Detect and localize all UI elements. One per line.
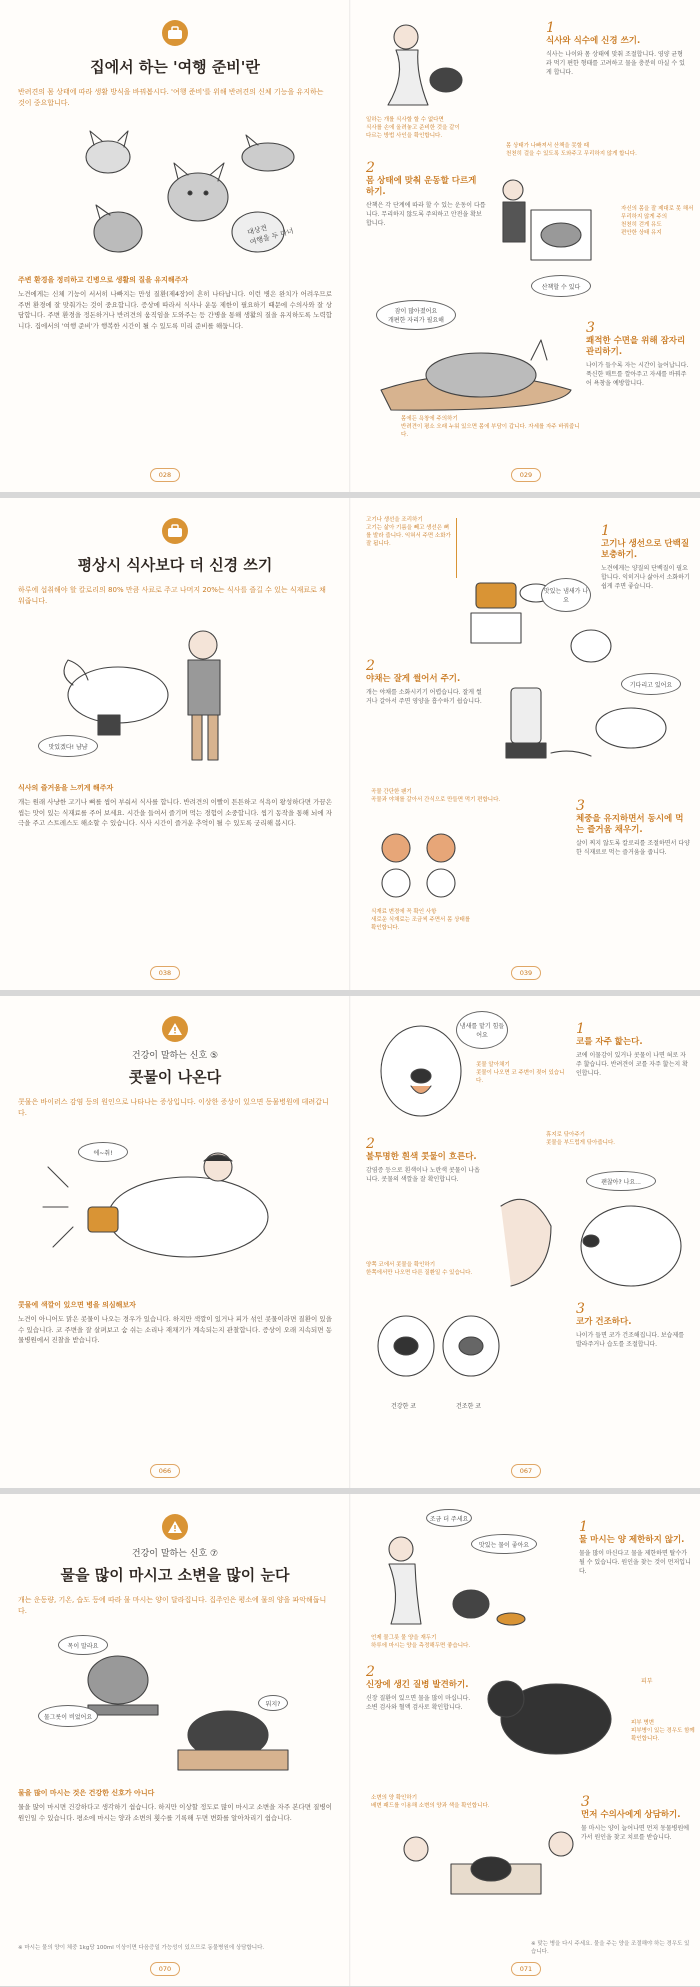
section-subhead: 주변 환경을 정리하고 긴병으로 생활의 질을 유지해주자 (18, 276, 189, 284)
s1-note: 고기나 생선을 조리하기 고기는 삶아 기름을 빼고 생선은 뼈를 발라 줍니다. 익혀서 주면 소화가 잘 됩니다. (366, 517, 451, 547)
spread-2 (0, 498, 700, 990)
step-text: 나이가 들수록 자는 시간이 늘어납니다. 푹신한 매트를 깔아주고 자세를 바꿔주어 욕창을 예방합니다. (586, 362, 689, 387)
section-subhead: 식사의 즐거움을 느끼게 해주자 (18, 784, 114, 792)
spread-3 (0, 996, 700, 1488)
speech-bubble: 에~취! (78, 1142, 128, 1162)
step-heading: 몸 상태에 맞춰 운동할 다르게 하기. (366, 176, 477, 197)
label-healthy: 건강한 코 (391, 1403, 417, 1410)
page-title: 평상시 식사보다 더 신경 쓰기 (77, 556, 273, 574)
step-heading: 먼저 수의사에게 상담하기. (581, 1810, 681, 1820)
dog-sign: 대상견 여행을 두 다녀 (246, 223, 295, 247)
s2-bubble: 기다리고 있어요 (621, 673, 681, 695)
page-number: 028 (150, 468, 180, 482)
page-number: 029 (511, 468, 541, 482)
right-page (351, 996, 700, 1488)
feeding-illustration (18, 615, 332, 775)
s1-illustration (456, 573, 556, 648)
step-number: 1 (579, 1519, 588, 1535)
step-heading: 체중을 유지하면서 동시에 먹는 즐거움 채우기. (576, 814, 684, 835)
step-text: 나이가 들면 코가 건조해집니다. 보습제를 발라주거나 습도를 조절합니다. (576, 1332, 685, 1348)
warning-icon (167, 1022, 183, 1036)
drinking-illustration (18, 1625, 332, 1780)
step-heading: 코가 건조하다. (576, 1317, 632, 1327)
step-heading: 고기나 생선으로 단백질 보충하기. (601, 539, 690, 560)
s2-illustration (491, 1186, 691, 1296)
step-number: 2 (366, 658, 375, 674)
body-text: 노견에게는 신체 기능이 서서히 나빠지는 만성 질환(제4장)이 흔히 나타납니다. 이런 병은 완치가 어려우므로 주변 환경에 잘 맞춰가는 것이 중요합니다. 증상에 따라서 식사나 운동 제한이 필요하기 때문에 수의사와 잘 상담합니다. 주변 환경을 정돈하거나 반려견의 움직임을 도와주는 등 간병을 통해 생활의 질을 유지하도록 노력합니다. 집에서의 '여행 준비'가 행복한 시간이 될 수 있도록 미리 준비를 해둡니다. (18, 290, 332, 330)
bubble-1: 조금 더 주세요 (426, 1509, 472, 1527)
s3-note: 몸에든 욕창에 주의하기 반려견이 평소 오래 누워 있으면 몸에 부담이 갑니다. 자세를 자주 바꿔줍니다. (401, 416, 580, 438)
s3-illustration (391, 1824, 591, 1904)
s2-label: 피부 (641, 1678, 653, 1685)
bubble-3: 뭐지? (258, 1695, 288, 1711)
label-dry: 건조한 코 (456, 1403, 482, 1410)
section-3 (586, 320, 691, 388)
intro-text: 개는 운동량, 기온, 습도 등에 따라 물 마시는 양이 달라집니다. 집주인은 평소에 물의 양을 파악해둡니다. (18, 1596, 327, 1615)
right-page (351, 1494, 700, 1986)
step-number: 2 (366, 160, 375, 176)
s2-note: 휴지로 닦아주기 콧물을 부드럽게 닦아줍니다. (546, 1132, 616, 1146)
category-badge (162, 518, 188, 544)
page-number: 071 (511, 1962, 541, 1976)
step-text: 물을 많이 마신다고 물을 제한하면 탈수가 될 수 있습니다. 원인을 찾는 것이 먼저입니다. (579, 1550, 691, 1575)
warning-icon (167, 1520, 183, 1534)
left-page (0, 0, 350, 492)
step-heading: 식사와 식수에 신경 쓰기. (546, 36, 641, 46)
bubble-2: 물그릇이 비었어요 (38, 1705, 98, 1727)
s2-bubble: 괜찮아? 나요... (586, 1171, 656, 1191)
s3-note: 식재료 변경에 꼭 확인 사항 새로운 식재료는 조금씩 주면서 몸 상태를 확인합니다. (371, 909, 471, 931)
step-number: 3 (576, 798, 585, 814)
step-heading: 쾌적한 수면을 위해 잠자리 관리하기. (586, 336, 686, 357)
s2-note: 피부 병변 피부병이 있는 경우도 함께 확인합니다. (631, 1720, 695, 1742)
dog-illustration (561, 618, 621, 668)
step-text: 감염증 등으로 흰색이나 노란색 콧물이 나옵니다. 콧물의 색깔을 잘 확인합니다. (366, 1167, 480, 1183)
page-title: 물을 많이 마시고 소변을 많이 눈다 (60, 1566, 290, 1584)
section-1 (576, 1021, 691, 1078)
s1-note: 콧물 알아채기 콧물이 나오면 코 주변이 젖어 있습니다. (476, 1062, 565, 1084)
step-text: 코에 이물감이 있거나 콧물이 나면 혀로 자주 핥습니다. 반려견이 코를 자주 핥는지 확인합니다. (576, 1052, 688, 1077)
step-number: 3 (586, 320, 595, 336)
step-text: 살이 찌지 않도록 칼로리를 조절하면서 다양한 식재료로 먹는 즐거움을 줍니다. (576, 840, 690, 856)
bubble-1: 목이 말라요 (58, 1635, 108, 1655)
step-number: 3 (581, 1794, 590, 1810)
page-number: 039 (511, 966, 541, 980)
left-page (0, 996, 350, 1488)
signal-label: 건강이 말하는 신호 ⑤ (131, 1051, 219, 1061)
category-badge (162, 20, 188, 46)
s3-illustration (371, 828, 481, 903)
page-number: 070 (150, 1962, 180, 1976)
step-number: 2 (366, 1136, 375, 1152)
step-heading: 불투명한 흰색 콧물이 흐른다. (366, 1152, 477, 1162)
section-1 (601, 523, 693, 591)
left-page (0, 1494, 350, 1986)
section-subhead: 물을 많이 마시는 것은 건강한 신호가 아니다 (18, 1789, 155, 1797)
step-text: 신장 질환이 있으면 물을 많이 마십니다. 소변 검사와 혈액 검사로 확인합니다. (366, 1695, 471, 1711)
s3-bubble: 잠이 많아졌어요 개편한 자리가 필요해 (376, 300, 456, 330)
s1-illustration (366, 15, 476, 115)
category-badge (162, 1514, 188, 1540)
step-number: 3 (576, 1301, 585, 1317)
s1-note: 언제 물그릇 물 양을 재두기 하루에 마시는 양을 측정해두면 좋습니다. (371, 1635, 471, 1649)
step-text: 물 마시는 양이 늘어나면 먼저 동물병원에 가서 원인을 찾고 치료를 받습니다. (581, 1825, 690, 1841)
spread-4 (0, 1494, 700, 1986)
step-heading: 야채는 잘게 썰어서 주기. (366, 674, 461, 684)
s2-illustration (481, 1669, 631, 1769)
step-number: 2 (366, 1664, 375, 1680)
body-text: 물을 많이 마시면 건강하다고 생각하기 쉽습니다. 하지만 이상할 정도로 많이 마시고 소변을 자주 본다면 질병이 원인일 수 있습니다. 평소에 마시는 양과 소변의 횟수를 기록해 두면 변화를 알아차리기 쉽습니다. (18, 1803, 332, 1822)
right-page (351, 498, 700, 990)
section-3 (576, 1301, 691, 1349)
s2-note: 곡물 간단한 팬기 곡물과 야채를 갈아서 간식으로 만들면 먹기 편합니다. (371, 789, 501, 803)
page-number: 067 (511, 1464, 541, 1478)
section-2 (366, 1136, 481, 1184)
bubble-2: 맛있는 물이 좋아요 (471, 1534, 537, 1554)
s1-note: 일하는 개를 식사할 할 수 없다면 식사를 손에 올려놓고 준비한 것을 같이 다르는 방법 사인을 확인합니다. (366, 117, 460, 139)
body-text: 노견이 아니어도 맑은 콧물이 나오는 경우가 있습니다. 하지만 색깔이 있거나 피가 섞인 콧물이라면 질환이 있을 수 있습니다. 코 주변을 잘 살펴보고 숨 쉬는 소리나 재채기가 계속되는지 관찰합니다. 증상이 오래 지속되면 동물병원에서 진찰을 받습니다. (18, 1315, 332, 1344)
s2-note2: 자신의 몸을 잘 제대로 못 해서 무리하지 않게 주의 천천히 걷게 유도 편안한 상태 유지 (621, 206, 694, 236)
step-number: 1 (576, 1021, 585, 1037)
section-1 (546, 20, 686, 77)
page-title: 콧물이 나온다 (128, 1068, 222, 1086)
suitcase-icon (167, 524, 183, 538)
s2-bubble: 산책할 수 있다 (531, 275, 591, 297)
s3-illustration (371, 320, 581, 415)
page-title: 집에서 하는 '여행 준비'란 (90, 58, 260, 76)
step-text: 개는 야채를 소화시키기 어렵습니다. 잘게 썰거나 갈아서 주면 영양을 흡수하기 쉽습니다. (366, 689, 482, 705)
footnote: ※ 맞는 병을 다시 주세요. 물을 주는 양을 조절해야 하는 경우도 있습니다. (531, 1941, 690, 1955)
step-heading: 신장에 생긴 질병 발견하기. (366, 1680, 469, 1690)
s2-note: 몸 상태가 나빠져서 산책을 못할 때 천천히 걸을 수 있도록 도와주고 무리하지 않게 합니다. (506, 143, 637, 157)
intro-text: 콧물은 바이러스 감염 등의 원인으로 나타나는 증상입니다. 이상한 증상이 있으면 동물병원에 데려갑니다. (18, 1098, 329, 1117)
s1-illustration (371, 1016, 471, 1126)
page-number: 066 (150, 1464, 180, 1478)
leader-line (456, 518, 457, 578)
top-bubble: 냄새를 맡기 힘들어요 (456, 1011, 508, 1049)
speech-bubble: 맛있겠다! 냠냠 (38, 735, 98, 757)
right-page (351, 0, 700, 492)
step-text: 산책은 각 단계에 따라 할 수 있는 운동이 다릅니다. 무리하지 않도록 주의하고 안전을 확보합니다. (366, 202, 486, 227)
step-number: 1 (546, 20, 555, 36)
s3-illustration (371, 1306, 501, 1396)
step-text: 노견에게는 양질의 단백질이 필요합니다. 익히거나 삶아서 소화하기 쉽게 주면 좋습니다. (601, 565, 690, 590)
step-heading: 물 마시는 양 제한하지 않기. (579, 1535, 685, 1545)
s2-note2: 양쪽 코에서 콧물을 확인하기 한쪽에서만 나오면 다른 질환일 수 있습니다. (366, 1262, 473, 1276)
dogs-illustration (18, 117, 332, 267)
section-2 (366, 1664, 476, 1712)
body-text: 개는 원래 사냥한 고기나 뼈를 씹어 부숴서 식사를 합니다. 반려견의 이빨이 튼튼하고 식욕이 왕성하다면 가끔은 씹는 맛이 있는 식재료를 주어 보세요. 시간을 들여서 즐기며 먹는 경험이 소중합니다. 씹기 동작을 통해 뇌에 자극을 주고 스트레스도 해소할 수 있습니다. 식사 시간이 즐거운 추억이 될 수 있도록 궁리해 봅시다. (18, 798, 332, 827)
section-1 (579, 1519, 691, 1576)
section-2 (366, 160, 486, 228)
s2-illustration (491, 170, 611, 290)
step-number: 1 (601, 523, 610, 539)
sneezing-illustration (18, 1127, 332, 1292)
s3-note: 소변의 양 확인하기 배변 패드를 이용해 소변의 양과 색을 확인합니다. (371, 1795, 490, 1809)
s1-bubble: 맛있는 냄새가 나요 (541, 578, 591, 612)
category-badge (162, 1016, 188, 1042)
intro-text: 하루에 섭취해야 할 칼로리의 80% 만큼 사료로 주고 나머지 20%는 식사를 즐길 수 있는 식재료로 채워줍니다. (18, 586, 326, 605)
footnote: ※ 마시는 물의 양이 체중 1kg당 100ml 이상이면 다음증일 가능성이 있으므로 동물병원에 상담합니다. (18, 1945, 265, 1951)
intro-text: 반려견의 몸 상태에 따라 생활 방식을 바꿔봅시다. '여행 준비'를 위해 반려견의 신체 기능을 유지하는 것이 중요합니다. (18, 88, 324, 107)
step-text: 식사는 나이와 몸 상태에 맞춰 조절합니다. 영양 균형과 먹기 편한 형태를 고려하고 물을 충분히 마실 수 있게 합니다. (546, 51, 685, 76)
suitcase-icon (167, 26, 183, 40)
step-heading: 코를 자주 핥는다. (576, 1037, 643, 1047)
section-subhead: 콧물에 색깔이 있으면 병을 의심해보자 (18, 1301, 136, 1309)
section-3 (581, 1794, 691, 1842)
s1-illustration (371, 1524, 531, 1634)
spread-1 (0, 0, 700, 492)
section-2 (366, 658, 486, 706)
page-number: 038 (150, 966, 180, 980)
left-page (0, 498, 350, 990)
section-3 (576, 798, 691, 857)
signal-label: 건강이 말하는 신호 ⑦ (131, 1549, 219, 1559)
